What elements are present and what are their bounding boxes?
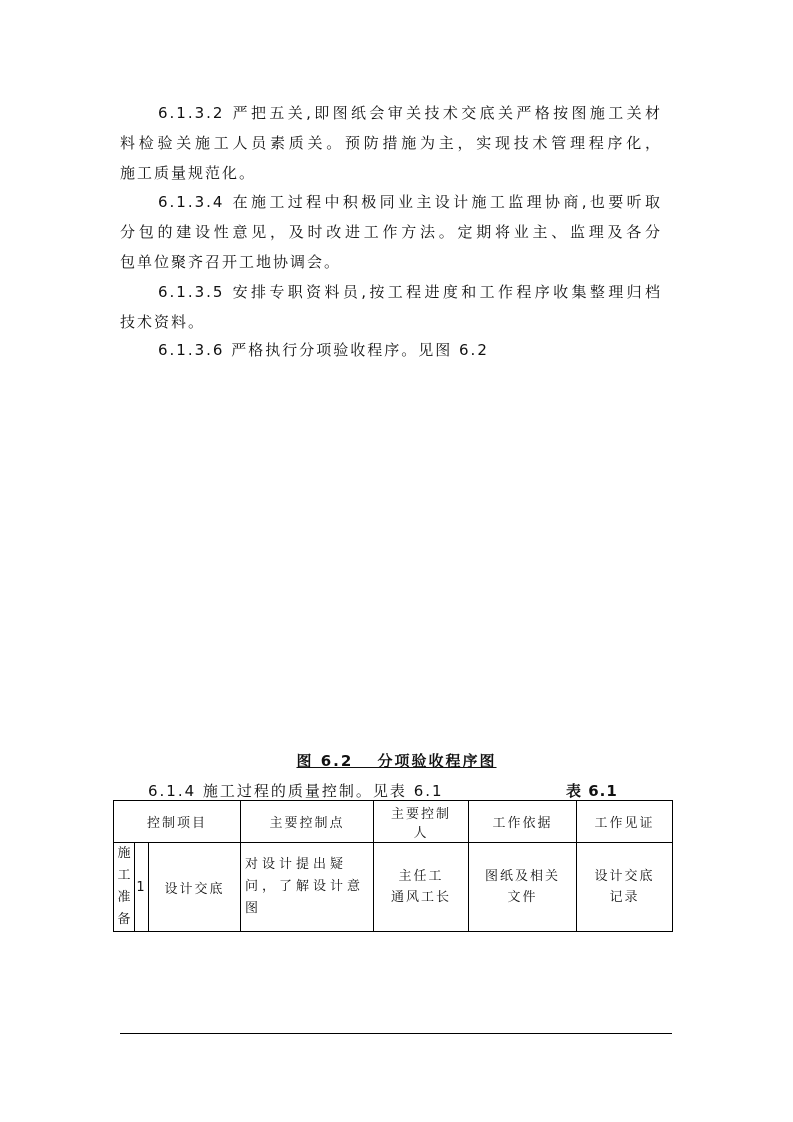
evidence-line: 记录 [609,890,640,905]
evidence-line: 设计交底 [594,869,655,884]
table-row [114,843,673,932]
header-cell: 工作见证 [577,801,673,843]
item-cell: 设计交底 [149,843,241,932]
person-line: 主任工 [398,869,444,884]
text-line: 6.1.3.2 严把五关,即图纸会审关技术交底关严格按图施工关材 [158,104,662,122]
table-header-row [114,801,673,843]
group-cell: 施工准备 [114,843,135,932]
header-cell: 工作依据 [469,801,577,843]
control-point-cell: 对设计提出疑问，了解设计意图 [241,843,374,932]
figure-caption-text: 图 6.2 分项验收程序图 [296,752,497,770]
text-line: 6.1.3.6 严格执行分项验收程序。见图 6.2 [158,341,489,359]
evidence-cell [577,843,673,932]
text-line: 施工质量规范化。 [120,164,257,182]
basis-line: 图纸及相关 [484,869,560,884]
text-line: 6.1.3.4 在施工过程中积极同业主设计施工监理协商,也要听取 [158,193,662,211]
header-cell: 主要控制人 [374,801,469,843]
text-line: 6.1.3.5 安排专职资料员,按工程进度和工作程序收集整理归档 [158,283,662,301]
text-line: 分包的建设性意见，及时改进工作方法。定期将业主、监理及各分 [120,223,662,241]
person-line: 通风工长 [390,890,451,905]
text-line: 料检验关施工人员素质关。预防措施为主，实现技术管理程序化， [120,134,662,152]
basis-line: 文件 [507,890,538,905]
text-line: 包单位聚齐召开工地协调会。 [120,253,342,271]
footer-divider [120,1033,672,1034]
basis-cell [469,843,577,932]
section-text: 6.1.4 施工过程的质量控制。见表 6.1 [148,782,444,800]
header-cell: 控制项目 [114,801,241,843]
number-cell: 1 [135,843,149,932]
header-cell: 主要控制点 [241,801,374,843]
quality-control-table [113,800,673,932]
table-label: 表 6.1 [566,782,618,800]
figure-caption [0,750,793,771]
text-line: 技术资料。 [120,313,206,331]
person-cell [374,843,469,932]
